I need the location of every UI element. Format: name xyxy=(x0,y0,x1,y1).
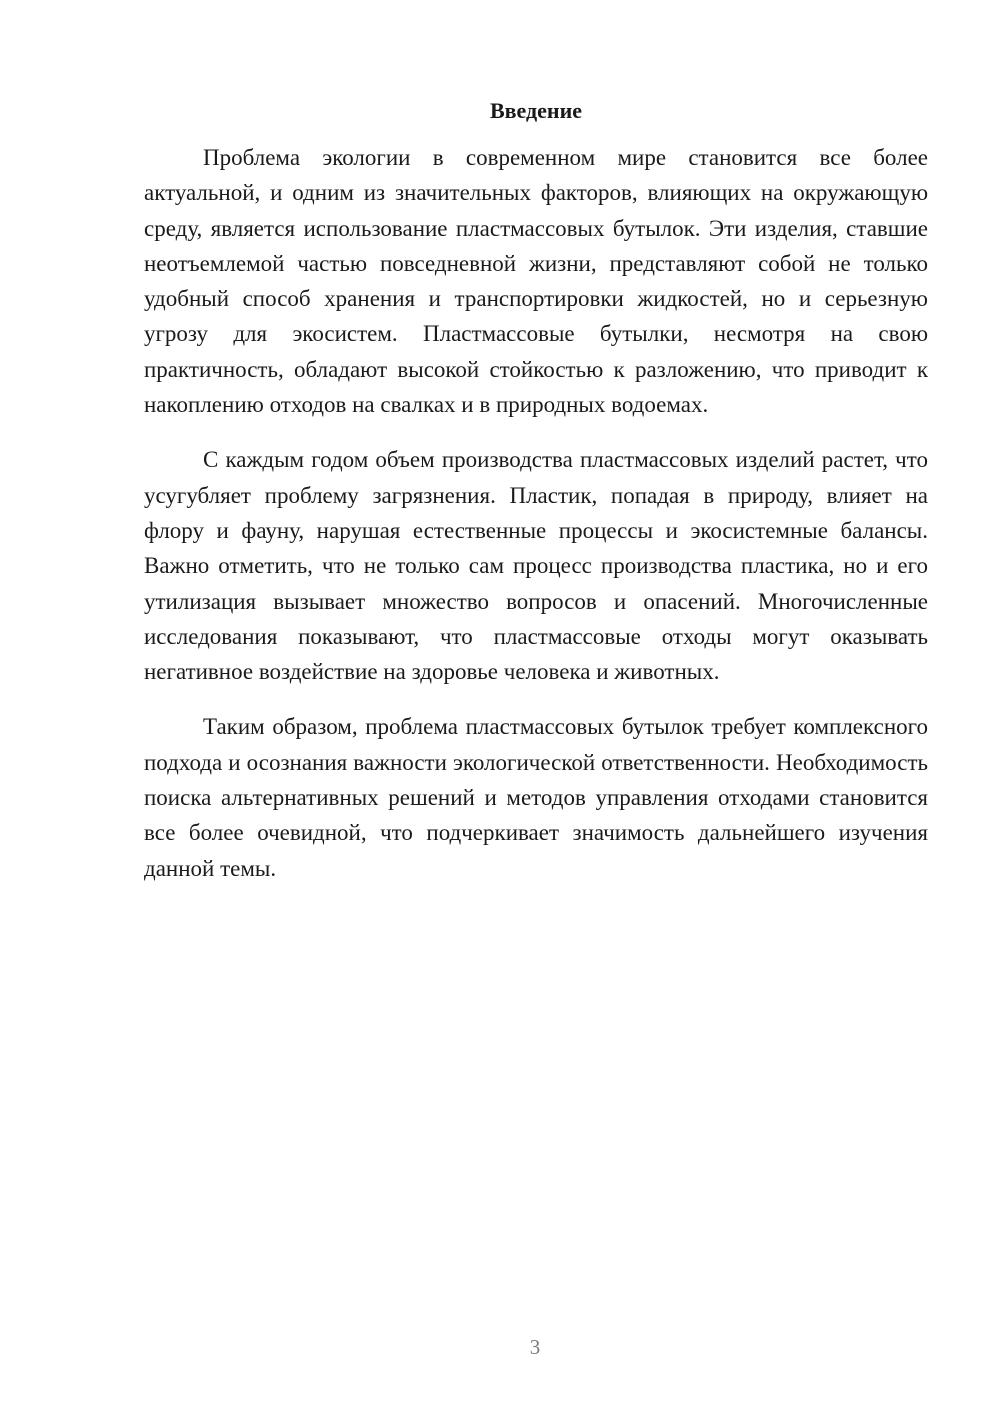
paragraph-1: Проблема экологии в современном мире становится все более актуальной, и одним из значительных факторов, влияющих на окружающую среду, является использование пластмассовых бутылок. Эти изделия, ставшие неотъемлемой частью повседневной жизни, представляют собой не только удобный способ хранения и транспортировки жидкостей, но и серьезную угрозу для экосистем. Пластмассовые бутылки, несмотря на свою практичность, обладают высокой стойкостью к разложению, что приводит к накоплению отходов на свалках и в природных водоемах. xyxy=(144,145,928,418)
paragraph-3: Таким образом, проблема пластмассовых бутылок требует комплексного подхода и осознания важности экологической ответственности. Необходимость поиска альтернативных решений и методов управления отходами становится все более очевидной, что подчеркивает значимость дальнейшего изучения данной темы. xyxy=(144,714,928,881)
section-heading: Введение xyxy=(489,98,583,123)
document-body xyxy=(144,96,928,906)
paragraph-2: С каждым годом объем производства пластмассовых изделий растет, что усугубляет проблему загрязнения. Пластик, попадая в природу, влияет на флору и фауну, нарушая естественные процессы и экосистемные балансы. Важно отметить, что не только сам процесс производства пластика, но и его утилизация вызывает множество вопросов и опасений. Многочисленные исследования показывают, что пластмассовые отходы могут оказывать негативное воздействие на здоровье человека и животных. xyxy=(144,447,928,685)
page-number: 3 xyxy=(529,1335,541,1359)
